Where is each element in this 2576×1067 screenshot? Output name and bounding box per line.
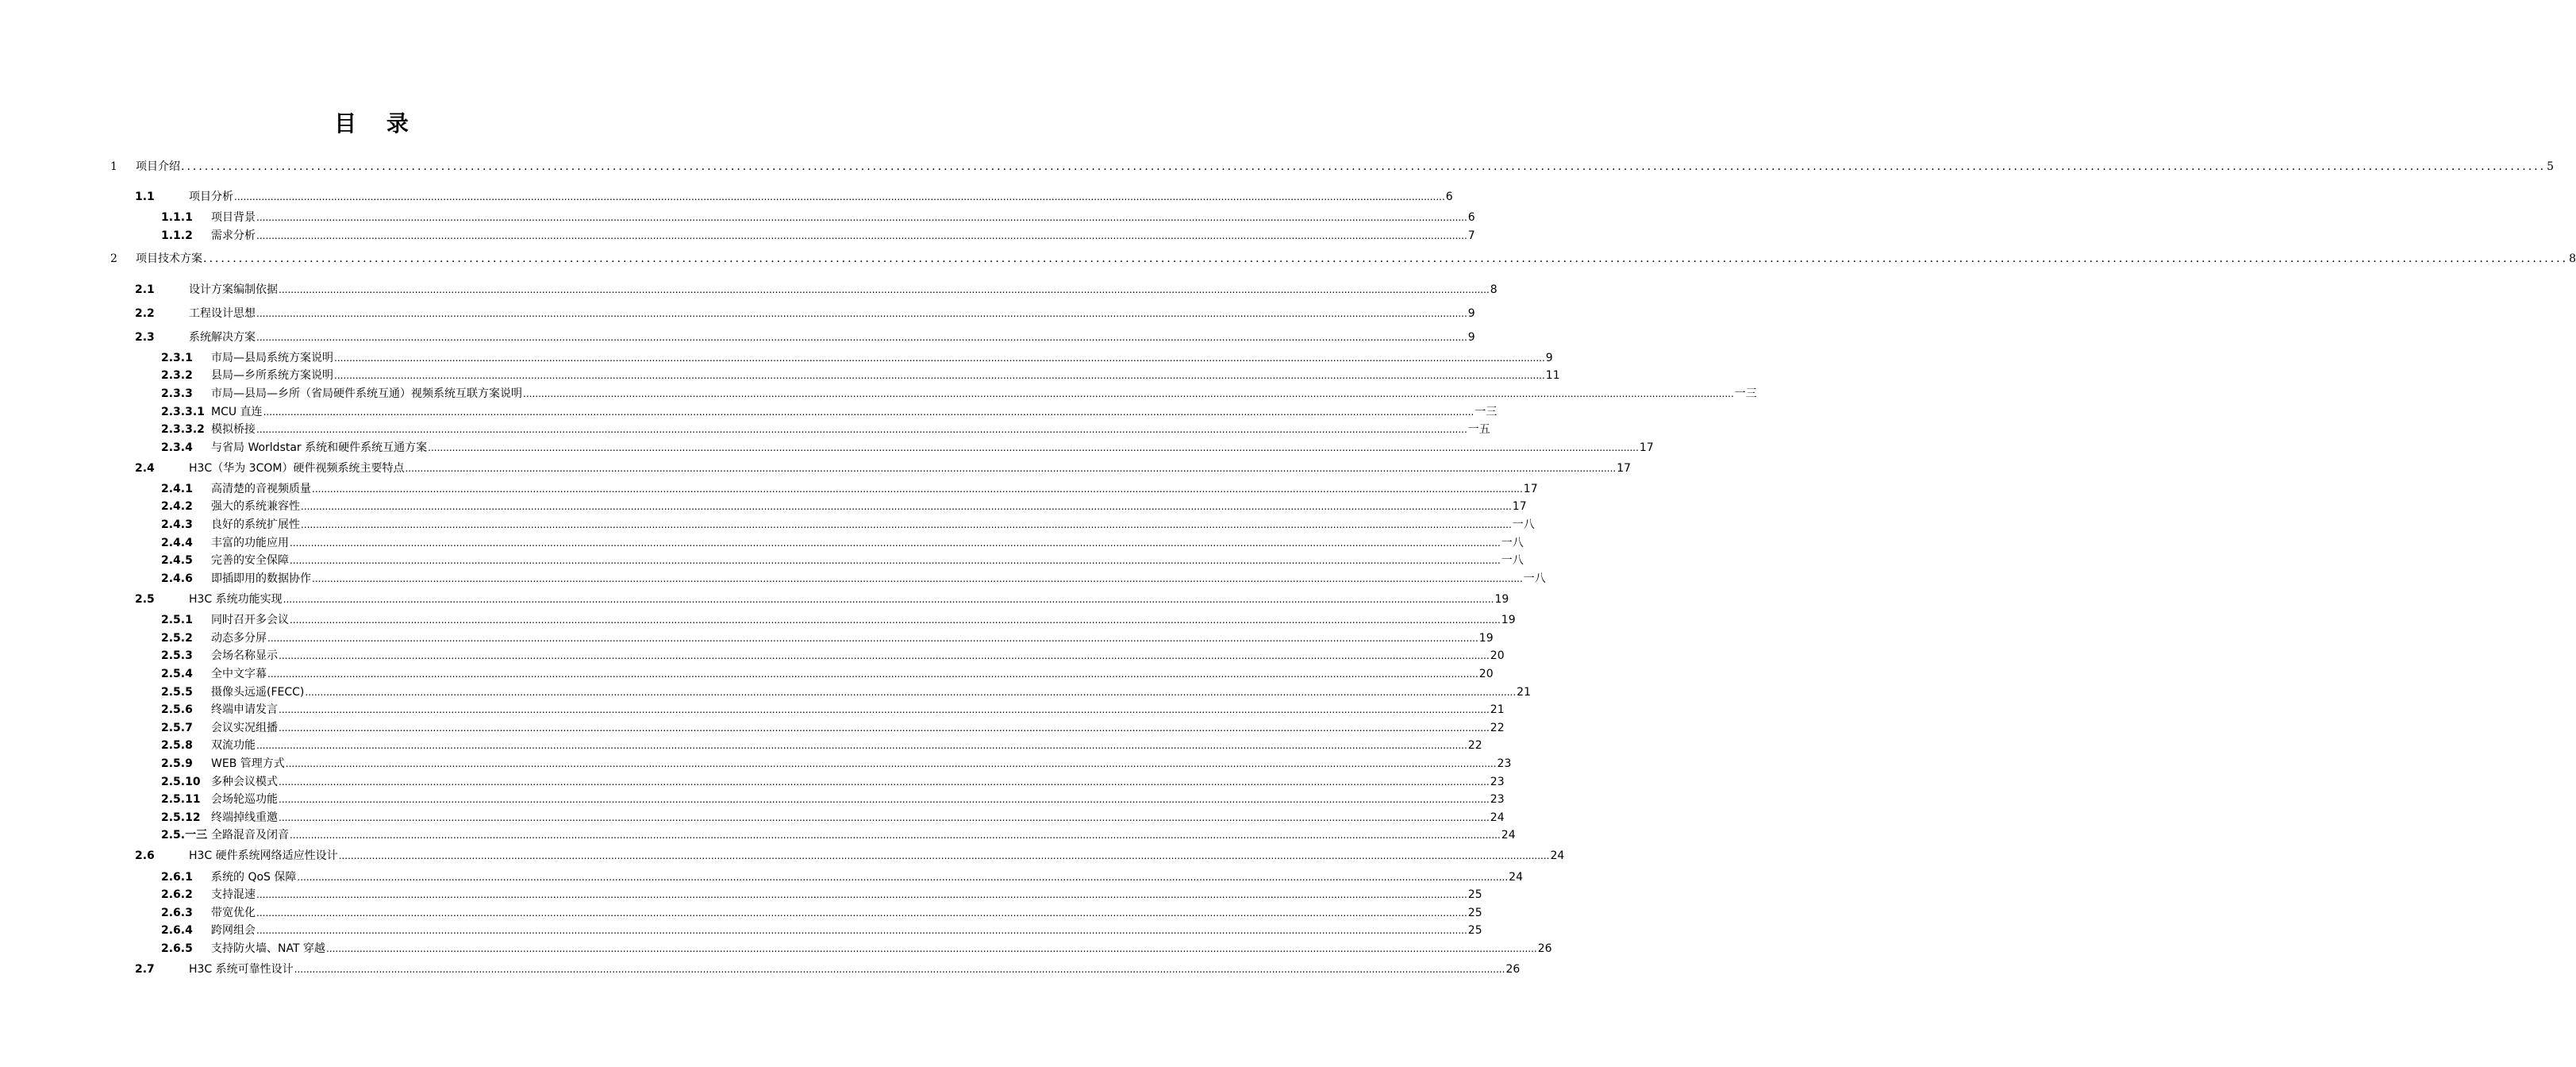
toc-entry[interactable] [161, 904, 1482, 920]
toc-entry-title: 摄像头远遥(FECC) [211, 686, 305, 699]
toc-entry-page: 20 [1478, 668, 1494, 680]
toc-entry[interactable] [161, 570, 1546, 586]
toc-entry-title: 即插即用的数据协作 [211, 572, 311, 585]
dot-leader: ................................................................................................................................................................................................................................................................................................................................................................................................................ [428, 442, 1639, 453]
toc-entry-title: 模拟桥接 [211, 423, 256, 436]
dot-leader: ................................................................................................................................................................................................................................................................................................................................................................................................................ [279, 284, 1490, 295]
dot-leader: ................................................................................................................................................................................................................................................................................................................................................................................................................ [294, 964, 1505, 975]
toc-entry[interactable] [161, 737, 1482, 753]
toc-entry-title: 高清楚的音视频质量 [211, 483, 311, 495]
toc-entry-page: 24 [1550, 849, 1565, 862]
toc-entry-page: 17 [1639, 441, 1654, 454]
toc-entry-number: 2.4.1 [161, 483, 193, 495]
dot-leader: ................................................................................................................................................................................................................................................................................................................................................................................................................ [290, 555, 1501, 566]
dot-leader: ................................................................................................................................................................................................................................................................................................................................................................................................................ [301, 519, 1512, 530]
toc-entry[interactable] [161, 809, 1505, 825]
dot-leader: ................................................................................................................................................................................................................................................................................................................................................................................................................ [279, 704, 1490, 715]
toc-entry-number: 2.5.一三 [161, 829, 208, 842]
toc-entry-title: MCU 直连 [211, 406, 263, 418]
toc-entry-page: 一八 [1512, 518, 1535, 531]
toc-entry-number: 2.3.3.2 [161, 423, 205, 436]
toc-entry-title: 系统解决方案 [189, 331, 256, 344]
toc-entry-page: 5 [2547, 160, 2554, 173]
toc-entry[interactable] [110, 250, 2576, 266]
toc-entry-page: 25 [1467, 907, 1482, 919]
toc-entry-title: 需求分析 [211, 229, 256, 242]
toc-entry-title: 良好的系统扩展性 [211, 518, 300, 531]
toc-entry-page: 20 [1490, 649, 1505, 662]
dot-leader: ................................................................................................................................................................................................................................................................................................................................................................................................................ [305, 687, 1517, 698]
dot-leader: ................................................................................................................................................................................................................................................................................................................................................................................................................ [338, 850, 1550, 861]
toc-entry-page: 7 [1467, 229, 1475, 242]
dot-leader: ................................................................................................................................................................................................................................................................................................................................................................................................................ [279, 794, 1490, 805]
dot-leader: ................................................................................................................................................................................................................................................................................................................................................................................................................ [256, 907, 1467, 919]
toc-entry-page: 23 [1490, 793, 1505, 806]
toc-entry-title: 工程设计思想 [189, 307, 256, 320]
toc-entry-page: 26 [1537, 942, 1552, 955]
dot-leader: ................................................................................................................................................................................................................................................................................................................................................................................................................ [290, 830, 1501, 841]
toc-entry-number: 2.5.5 [161, 686, 193, 699]
toc-entry-page: 6 [1445, 191, 1453, 203]
toc-entry[interactable] [161, 755, 1512, 771]
toc-entry-title: 全路混音及闭音 [211, 829, 289, 842]
dot-leader: ................................................................................................................................................................................................................................................................................................................................................................................................................ [256, 740, 1467, 751]
toc-entry[interactable] [161, 791, 1505, 807]
toc-entry[interactable] [161, 439, 1654, 455]
toc-entry-number: 2.5.11 [161, 793, 201, 806]
toc-entry-title: H3C 系统可靠性设计 [189, 963, 294, 976]
page-title: 目 录 [334, 110, 420, 137]
toc-entry-title: 市局—县局—乡所（省局硬件系统互通）视频系统互联方案说明 [211, 387, 522, 400]
toc-entry[interactable] [110, 158, 2554, 174]
toc-entry-number: 2.4.6 [161, 572, 193, 585]
dot-leader: ................................................................................................................................................................................................................................................................................................................................................................................................................ [256, 212, 1467, 223]
toc-entry-number: 2.6.4 [161, 924, 193, 937]
dot-leader: ................................................................................................................................................................................................................................................................................................................................................................................................................ [405, 463, 1617, 474]
toc-entry-page: 9 [1467, 331, 1475, 344]
toc-entry[interactable] [161, 665, 1494, 681]
dot-leader: ................................................................................................................................................................................................................................................................................................................................................................................................................ [263, 406, 1474, 418]
toc-entry-page: 23 [1490, 776, 1505, 788]
dot-leader: ................................................................................................................................................................................................................................................................................................................................................................................................................ [334, 352, 1545, 364]
toc-entry[interactable] [161, 349, 1553, 365]
toc-entry-page: 一八 [1523, 572, 1546, 585]
toc-entry-title: 系统的 QoS 保障 [211, 871, 297, 884]
toc-entry-page: 8 [1490, 283, 1498, 296]
toc-entry[interactable] [135, 847, 1565, 863]
toc-entry-number: 2.6.5 [161, 942, 193, 955]
toc-entry-number: 2.5.4 [161, 668, 193, 680]
dot-leader: ................................................................................................................................................................................................................................................................................................................................................................................................................ [279, 722, 1490, 734]
toc-entry-number: 2.3.2 [161, 369, 193, 382]
toc-entry[interactable] [161, 516, 1535, 532]
toc-entry-number: 1.1.2 [161, 229, 193, 242]
toc-entry[interactable] [161, 940, 1552, 956]
toc-entry-title: 支持混速 [211, 888, 256, 901]
toc-entry-page: 19 [1494, 593, 1509, 606]
dot-leader: ................................................................................................................................................................................................................................................................................................................................................................................................................ [267, 668, 1478, 680]
dot-leader: ................................................................................................................................................................................................................................................................................................................................................................................................................ [181, 160, 2547, 173]
dot-leader: ................................................................................................................................................................................................................................................................................................................................................................................................................ [325, 943, 1537, 954]
toc-entry-page: 17 [1523, 483, 1538, 495]
toc-entry-title: 带宽优化 [211, 907, 256, 919]
toc-entry-page: 11 [1545, 369, 1560, 382]
toc-entry[interactable] [161, 869, 1523, 884]
toc-entry-title: 项目技术方案 [136, 252, 202, 265]
toc-entry-title: 与省局 Worldstar 系统和硬件系统互通方案 [211, 441, 428, 454]
toc-entry-page: 22 [1467, 739, 1482, 752]
dot-leader: ................................................................................................................................................................................................................................................................................................................................................................................................................ [256, 332, 1467, 343]
toc-entry-page: 24 [1509, 871, 1523, 884]
toc-entry-title: H3C（华为 3COM）硬件视频系统主要特点 [189, 462, 405, 475]
dot-leader: ................................................................................................................................................................................................................................................................................................................................................................................................................ [256, 308, 1467, 319]
toc-entry-title: 支持防火墙、NAT 穿越 [211, 942, 325, 955]
toc-entry-page: 9 [1545, 352, 1553, 364]
toc-entry-number: 2.5.8 [161, 739, 193, 752]
toc-entry[interactable] [161, 227, 1475, 243]
toc-entry[interactable] [161, 719, 1505, 735]
toc-entry-number: 2.4 [135, 462, 155, 475]
dot-leader: ................................................................................................................................................................................................................................................................................................................................................................................................................ [279, 650, 1490, 661]
toc-entry-title: 市局—县局系统方案说明 [211, 352, 333, 364]
toc-entry-number: 2.6.1 [161, 871, 193, 884]
dot-leader: ................................................................................................................................................................................................................................................................................................................................................................................................................ [285, 758, 1497, 769]
toc-entry[interactable] [161, 367, 1560, 383]
toc-entry-page: 23 [1497, 757, 1512, 770]
toc-entry-title: 多种会议模式 [211, 776, 278, 788]
toc-entry-number: 2.6.2 [161, 888, 193, 901]
dot-leader: ................................................................................................................................................................................................................................................................................................................................................................................................................ [312, 573, 1523, 584]
toc-entry-title: H3C 系统功能实现 [189, 593, 283, 606]
toc-entry[interactable] [135, 591, 1509, 607]
toc-entry[interactable] [161, 209, 1475, 225]
toc-entry[interactable] [161, 611, 1516, 627]
toc-entry-title: 丰富的功能应用 [211, 537, 289, 549]
toc-entry-page: 19 [1501, 614, 1516, 626]
toc-entry-number: 2.4.4 [161, 537, 193, 549]
toc-entry-number: 2.3.3 [161, 387, 193, 400]
dot-leader: ................................................................................................................................................................................................................................................................................................................................................................................................................ [267, 633, 1478, 644]
toc-entry[interactable] [161, 552, 1524, 568]
toc-entry[interactable] [161, 498, 1527, 514]
toc-entry[interactable] [161, 480, 1538, 496]
dot-leader: ................................................................................................................................................................................................................................................................................................................................................................................................................ [312, 483, 1523, 495]
toc-entry[interactable] [135, 281, 1498, 297]
toc-entry-number: 2.1 [135, 283, 155, 296]
toc-entry-page: 24 [1501, 829, 1516, 842]
toc-entry[interactable] [135, 305, 1475, 321]
dot-leader: ................................................................................................................................................................................................................................................................................................................................................................................................................ [334, 370, 1545, 381]
toc-entry-title: 项目介绍 [136, 160, 180, 173]
toc-entry-number: 2.4.3 [161, 518, 193, 531]
toc-entry-page: 一八 [1501, 554, 1524, 567]
toc-entry-title: 终端申请发言 [211, 703, 278, 716]
toc-entry-title: 会议实况组播 [211, 722, 278, 734]
toc-entry-title: WEB 管理方式 [211, 757, 285, 770]
toc-entry-title: 全中文字幕 [211, 668, 267, 680]
dot-leader: ................................................................................................................................................................................................................................................................................................................................................................................................................ [523, 388, 1734, 399]
toc-entry-page: 25 [1467, 888, 1482, 901]
toc-entry-number: 2.6 [135, 849, 155, 862]
toc-entry-title: 动态多分屏 [211, 632, 267, 645]
dot-leader: ................................................................................................................................................................................................................................................................................................................................................................................................................ [283, 594, 1494, 605]
toc-entry[interactable] [161, 647, 1505, 663]
toc-entry-number: 2.4.5 [161, 554, 193, 567]
dot-leader: ................................................................................................................................................................................................................................................................................................................................................................................................................ [256, 230, 1467, 241]
toc-entry-page: 17 [1512, 500, 1527, 513]
toc-entry-number: 2 [110, 252, 117, 265]
toc-entry-page: 17 [1617, 462, 1632, 475]
toc-entry-page: 一八 [1501, 537, 1524, 549]
toc-entry-number: 2.5.12 [161, 811, 201, 824]
toc-entry-number: 1.1.1 [161, 211, 193, 224]
toc-entry-number: 2.3 [135, 331, 155, 344]
toc-entry[interactable] [161, 826, 1516, 842]
toc-entry[interactable] [161, 630, 1494, 645]
toc-entry-number: 1.1 [135, 191, 155, 203]
toc-entry-number: 2.5.6 [161, 703, 193, 716]
toc-entry-number: 2.4.2 [161, 500, 193, 513]
toc-entry-page: 22 [1490, 722, 1505, 734]
toc-entry-page: 21 [1517, 686, 1531, 699]
toc-entry-title: 设计方案编制依据 [189, 283, 278, 296]
dot-leader: ................................................................................................................................................................................................................................................................................................................................................................................................................ [290, 537, 1501, 549]
toc-entry-number: 2.3.1 [161, 352, 193, 364]
dot-leader: ................................................................................................................................................................................................................................................................................................................................................................................................................ [279, 812, 1490, 823]
toc-entry-number: 2.5.1 [161, 614, 193, 626]
toc-entry-page: 9 [1467, 307, 1475, 320]
toc-entry-title: 县局—乡所系统方案说明 [211, 369, 333, 382]
dot-leader: ................................................................................................................................................................................................................................................................................................................................................................................................................ [256, 925, 1467, 936]
toc-entry-page: 19 [1478, 632, 1494, 645]
toc-entry[interactable] [161, 684, 1531, 699]
toc-entry-number: 2.3.3.1 [161, 406, 205, 418]
dot-leader: ................................................................................................................................................................................................................................................................................................................................................................................................................ [256, 424, 1467, 435]
toc-entry-number: 2.5.3 [161, 649, 193, 662]
toc-entry-title: 强大的系统兼容性 [211, 500, 300, 513]
toc-entry-page: 26 [1505, 963, 1521, 976]
toc-entry-page: 24 [1490, 811, 1505, 824]
toc-entry-number: 2.2 [135, 307, 155, 320]
toc-entry-page: 25 [1467, 924, 1482, 937]
toc-entry[interactable] [161, 385, 1757, 401]
dot-leader: ................................................................................................................................................................................................................................................................................................................................................................................................................ [234, 191, 1445, 202]
toc-entry-number: 2.7 [135, 963, 155, 976]
toc-entry-number: 1 [110, 160, 117, 173]
toc-entry-number: 2.5 [135, 593, 155, 606]
toc-entry[interactable] [161, 421, 1490, 437]
toc-entry[interactable] [161, 922, 1482, 938]
toc-entry-title: 完善的安全保障 [211, 554, 289, 567]
toc-entry[interactable] [161, 886, 1482, 902]
toc-entry[interactable] [135, 188, 1453, 204]
toc-entry[interactable] [161, 403, 1498, 419]
toc-entry-number: 2.5.2 [161, 632, 193, 645]
toc-entry-page: 6 [1467, 211, 1475, 224]
dot-leader: ................................................................................................................................................................................................................................................................................................................................................................................................................ [279, 776, 1490, 788]
toc-entry[interactable] [135, 460, 1632, 476]
toc-entry-title: 同时召开多会议 [211, 614, 289, 626]
toc-entry-number: 2.5.7 [161, 722, 193, 734]
toc-entry-title: 跨网组会 [211, 924, 256, 937]
toc-entry-title: 项目分析 [189, 191, 233, 203]
toc-entry-number: 2.6.3 [161, 907, 193, 919]
dot-leader: ................................................................................................................................................................................................................................................................................................................................................................................................................ [256, 889, 1467, 900]
dot-leader: ................................................................................................................................................................................................................................................................................................................................................................................................................ [290, 614, 1501, 626]
toc-entry-title: H3C 硬件系统网络适应性设计 [189, 849, 338, 862]
toc-entry-title: 会场轮巡功能 [211, 793, 278, 806]
toc-entry-page: 8 [2569, 252, 2576, 265]
toc-entry-number: 2.5.10 [161, 776, 201, 788]
dot-leader: ................................................................................................................................................................................................................................................................................................................................................................................................................ [203, 252, 2569, 265]
toc-entry-page: 一三 [1734, 387, 1757, 400]
toc-entry-title: 会场名称显示 [211, 649, 278, 662]
dot-leader: ................................................................................................................................................................................................................................................................................................................................................................................................................ [297, 872, 1509, 883]
dot-leader: ................................................................................................................................................................................................................................................................................................................................................................................................................ [301, 501, 1512, 512]
toc-entry[interactable] [161, 773, 1505, 789]
toc-entry[interactable] [161, 701, 1505, 717]
toc-entry-number: 2.3.4 [161, 441, 193, 454]
toc-entry-page: 一三 [1474, 406, 1498, 418]
toc-entry-title: 双流功能 [211, 739, 256, 752]
toc-entry-page: 一五 [1467, 423, 1490, 436]
toc-entry-title: 项目背景 [211, 211, 256, 224]
toc-entry[interactable] [135, 329, 1475, 345]
toc-entry-page: 21 [1490, 703, 1505, 716]
toc-entry[interactable] [161, 534, 1524, 550]
toc-entry-number: 2.5.9 [161, 757, 193, 770]
toc-entry[interactable] [135, 961, 1521, 976]
toc-entry-title: 终端掉线重邀 [211, 811, 278, 824]
